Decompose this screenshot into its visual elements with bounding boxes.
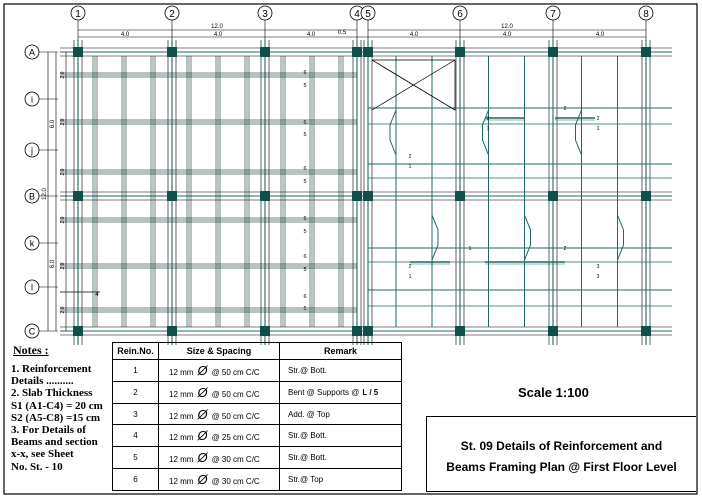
dia-symbol: Ø: [197, 362, 208, 378]
column: [455, 191, 465, 201]
dim-text: 12.0: [501, 24, 513, 30]
size-spacing: [159, 403, 280, 425]
rebar-mark: 2: [408, 154, 412, 160]
dia-symbol: Ø: [197, 450, 208, 466]
column: [260, 47, 270, 57]
note-line: Details ..........: [11, 375, 74, 388]
dim-text: 4.0: [409, 32, 419, 38]
note-line: S2 (A5-C8) =15 cm: [11, 411, 101, 424]
rebar-mark: 5: [303, 267, 307, 273]
dim-text: 0.5: [337, 30, 347, 36]
header-remark: Remark: [280, 343, 402, 360]
rein-no: 6: [113, 469, 159, 491]
dim-text: 4.0: [595, 32, 605, 38]
column: [352, 47, 362, 57]
dim-text: 2.0: [60, 118, 66, 126]
rebar-mark: 6: [303, 120, 307, 126]
remark: [280, 469, 402, 491]
bar-size: 12 mm: [169, 389, 194, 399]
rebar-mark: 5: [303, 306, 307, 312]
grid-label: B: [28, 191, 36, 202]
remark-text: Str.@ Bott.: [288, 431, 327, 441]
rein-no: 1: [113, 360, 159, 382]
rebar-mark: 2: [596, 116, 600, 122]
remark: [280, 403, 402, 425]
grid-label: C: [28, 326, 36, 337]
bar-spacing: @ 50 cm C/C: [211, 411, 260, 421]
rebar-mark: 1: [408, 164, 412, 170]
dim-text: 6.0: [50, 119, 56, 129]
bar-spacing: @ 50 cm C/C: [211, 389, 260, 399]
rein-no: 3: [113, 403, 159, 425]
rebar-mark: 5: [303, 132, 307, 138]
grid-label: 5: [365, 9, 371, 20]
dim-text: 12.0: [211, 24, 223, 30]
notes-title: Notes :: [13, 343, 49, 357]
rebar-mark: 6: [303, 254, 307, 260]
rebar-crank: [432, 215, 438, 260]
rebar-mark: 2: [563, 246, 567, 252]
rebar-mark: 2: [486, 116, 490, 122]
header-rein-no: Rein.No.: [113, 343, 159, 360]
table-row: [113, 469, 402, 491]
size-spacing: [159, 360, 280, 382]
column: [548, 47, 558, 57]
table-row: [113, 447, 402, 469]
grid-label: 4: [354, 9, 360, 20]
remark-text: Str.@ Top: [288, 475, 324, 485]
bar-spacing: @ 25 cm C/C: [211, 433, 260, 443]
note-line: No. St. - 10: [11, 460, 63, 473]
notes-block: [5, 341, 110, 493]
dia-symbol: Ø: [197, 406, 208, 422]
remark-bold: L / 5: [362, 387, 379, 397]
rebar-mark: 3: [596, 274, 600, 280]
remark-text: Str.@ Bott.: [288, 365, 327, 375]
remark-text: Bent @ Supports @: [288, 387, 360, 397]
grid-label: A: [28, 47, 36, 58]
rebar-mark: 6: [303, 294, 307, 300]
column: [167, 326, 177, 336]
title-line-2: Beams Framing Plan @ First Floor Level: [446, 460, 677, 474]
note-line: 2. Slab Thickness: [11, 387, 93, 400]
rebar-mark: 5: [303, 83, 307, 89]
table-row: [113, 403, 402, 425]
rein-no: 2: [113, 381, 159, 403]
column: [455, 326, 465, 336]
bar-spacing: @ 30 cm C/C: [211, 455, 260, 465]
column: [363, 191, 373, 201]
dia-symbol: Ø: [197, 384, 208, 400]
column: [641, 191, 651, 201]
column: [548, 191, 558, 201]
scale-label: Scale 1:100: [518, 385, 589, 400]
dim-text: 4.0: [120, 32, 130, 38]
remark-text: Str.@ Bott.: [288, 453, 327, 463]
column: [73, 191, 83, 201]
rein-no: 5: [113, 447, 159, 469]
table-row: [113, 360, 402, 382]
dia-symbol: Ø: [197, 428, 208, 444]
grid-label: 1: [75, 9, 81, 20]
rebar-crank: [390, 110, 396, 155]
column: [363, 326, 373, 336]
dim-text: 12.0: [42, 188, 48, 200]
dim-text: 4.0: [502, 32, 512, 38]
reinforcement-table: [112, 342, 402, 491]
rebar-mark: 2: [563, 106, 567, 112]
grid-label: 3: [262, 9, 268, 20]
note-line: 3. For Details of: [11, 424, 86, 437]
remark-text: Add. @ Top: [288, 409, 330, 419]
dia-symbol: Ø: [197, 472, 208, 488]
remark: [280, 360, 402, 382]
column: [73, 47, 83, 57]
column: [352, 326, 362, 336]
note-line: Beams and section: [11, 436, 98, 449]
bar-size: 12 mm: [169, 367, 194, 377]
size-spacing: [159, 381, 280, 403]
column: [260, 191, 270, 201]
rebar-mark: 6: [303, 216, 307, 222]
column: [641, 47, 651, 57]
remark: [280, 425, 402, 447]
dim-text: 2.0: [60, 216, 66, 224]
rebar-mark: 5: [303, 179, 307, 185]
rebar-mark: 6: [303, 166, 307, 172]
grid-label: l: [31, 282, 33, 293]
remark: [280, 381, 402, 403]
rebar-crank: [576, 110, 582, 155]
bar-size: 12 mm: [169, 455, 194, 465]
bar-spacing: @ 50 cm C/C: [211, 367, 260, 377]
dim-text: 2.0: [60, 262, 66, 270]
size-spacing: [159, 447, 280, 469]
note-line: S1 (A1-C4) = 20 cm: [11, 399, 103, 412]
column: [352, 191, 362, 201]
bar-size: 12 mm: [169, 411, 194, 421]
table-row: [113, 425, 402, 447]
rebar-mark: 1: [486, 126, 490, 132]
rebar-mark: 1: [468, 246, 472, 252]
column: [260, 326, 270, 336]
grid-label: 6: [457, 9, 463, 20]
table-row: [113, 381, 402, 403]
rein-no: 4: [113, 425, 159, 447]
rebar-mark: 6: [303, 70, 307, 76]
title-block: [426, 416, 696, 492]
column: [363, 47, 373, 57]
grid-label: j: [31, 145, 33, 156]
column: [167, 47, 177, 57]
column: [548, 326, 558, 336]
dim-text: 2.0: [60, 306, 66, 314]
rebar-mark: 5: [303, 229, 307, 235]
size-spacing: [159, 469, 280, 491]
grid-label: 8: [643, 9, 649, 20]
bar-size: 12 mm: [169, 433, 194, 443]
note-line: 1. Reinforcement: [11, 363, 92, 375]
column: [641, 326, 651, 336]
rebar-mark: 1: [408, 274, 412, 280]
grid-label: 7: [550, 9, 556, 20]
grid-label: i: [31, 94, 33, 105]
dim-text: 2.0: [60, 168, 66, 176]
dim-text: 4.0: [213, 32, 223, 38]
column: [73, 326, 83, 336]
note-line: x-x, see Sheet: [11, 448, 74, 461]
rebar-mark: 3: [596, 264, 600, 270]
dim-text: 4.0: [306, 32, 316, 38]
notes-list: [11, 363, 115, 473]
size-spacing: [159, 425, 280, 447]
column: [455, 47, 465, 57]
rebar-crank: [618, 215, 624, 260]
grid-label: 2: [169, 9, 175, 20]
rebar-crank: [525, 215, 531, 260]
section-mark: 4: [95, 292, 99, 298]
remark: [280, 447, 402, 469]
bar-spacing: @ 30 cm C/C: [211, 477, 260, 487]
grid-label: k: [29, 238, 35, 249]
rebar-mark: 1: [596, 126, 600, 132]
column: [167, 191, 177, 201]
framing-plan: [25, 6, 672, 345]
bar-size: 12 mm: [169, 477, 194, 487]
dim-text: 2.0: [60, 71, 66, 79]
rebar-mark: 2: [408, 264, 412, 270]
title-line-1: St. 09 Details of Reinforcement and: [460, 439, 663, 453]
dim-text: 6.0: [50, 259, 56, 269]
header-size-spacing: Size & Spacing: [159, 343, 280, 360]
